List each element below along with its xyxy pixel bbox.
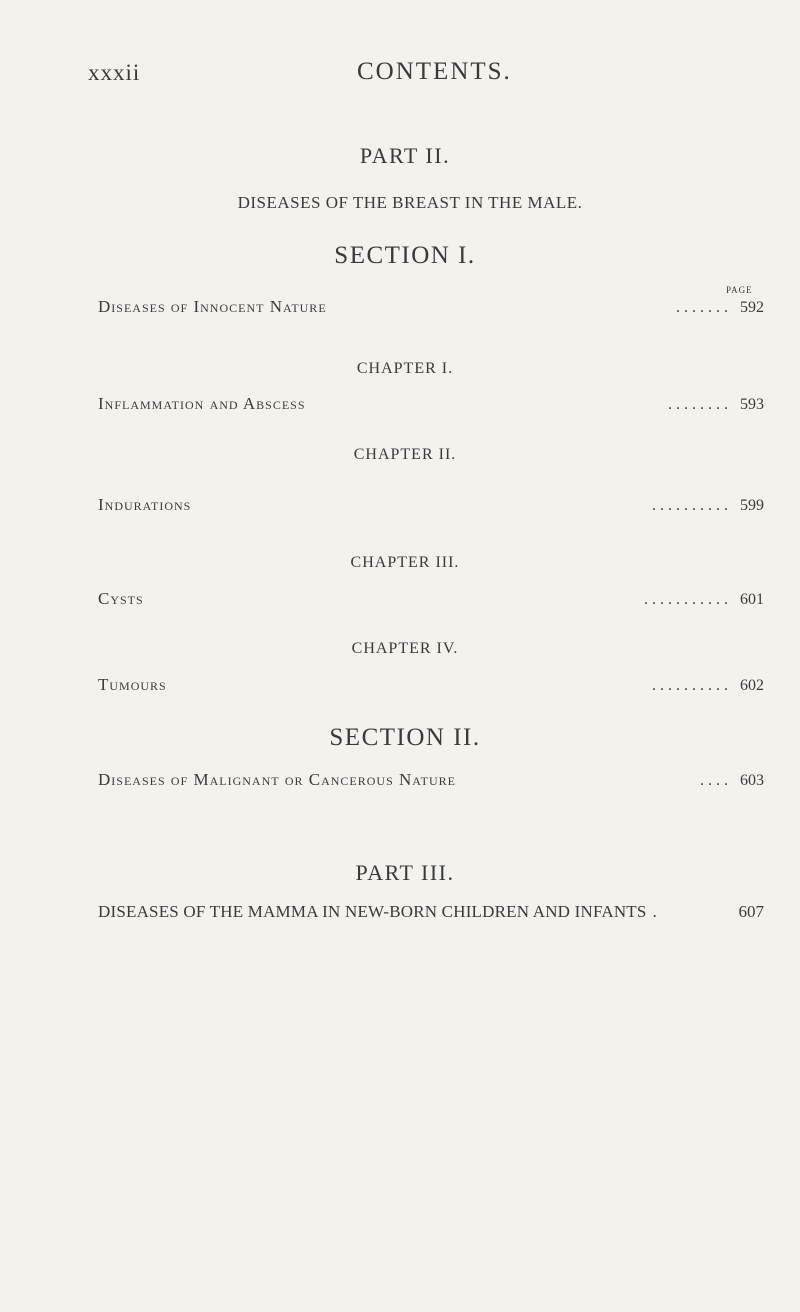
toc-entry-title: Cysts: [98, 589, 144, 608]
toc-entry-cysts[interactable]: [98, 589, 764, 613]
chapter-three-heading: CHAPTER III.: [350, 554, 460, 571]
part-two-subtitle: DISEASES OF THE BREAST IN THE MALE.: [237, 193, 583, 212]
toc-entry-newborn[interactable]: [98, 902, 764, 922]
part-two-title: PART II.: [359, 143, 451, 168]
toc-entry-title: Indurations: [98, 495, 192, 514]
part-three-title: PART III.: [355, 860, 455, 885]
chapter-two-heading: CHAPTER II.: [353, 446, 457, 463]
toc-entry-page: 603: [740, 772, 764, 789]
toc-entry-page: 601: [740, 591, 764, 608]
page-column-label: PAGE: [726, 285, 753, 295]
chapter-one-heading: CHAPTER I.: [356, 360, 454, 377]
toc-entry-title: Tumours: [98, 675, 167, 694]
dot-leader: . . . . . . . . . . .: [644, 591, 728, 608]
toc-entry-title: DISEASES OF THE MAMMA IN NEW-BORN CHILDREN AND INFANTS: [98, 902, 647, 921]
toc-entry-page: 593: [740, 396, 764, 413]
toc-entry-indurations[interactable]: [98, 495, 764, 519]
toc-entry-page: 607: [738, 902, 764, 921]
toc-entry-page: 592: [740, 299, 764, 316]
running-title: CONTENTS.: [357, 58, 512, 85]
toc-entry-page: 602: [740, 677, 764, 694]
dot-leader: . . . . . . . . . .: [652, 497, 728, 514]
page-number: xxxii: [88, 60, 141, 85]
section-one-title: SECTION I.: [334, 242, 476, 269]
toc-entry-title: Diseases of Malignant or Cancerous Nature: [98, 770, 456, 789]
dot-leader: .: [652, 902, 657, 921]
toc-entry-inflammation[interactable]: [98, 394, 764, 418]
dot-leader: . . . .: [700, 772, 728, 789]
dot-leader: . . . . . . . . . .: [652, 677, 728, 694]
dot-leader: . . . . . . .: [676, 299, 728, 316]
toc-entry-title: Inflammation and Abscess: [98, 394, 306, 413]
toc-entry-tumours[interactable]: [98, 675, 764, 699]
chapter-four-heading: CHAPTER IV.: [351, 640, 459, 657]
toc-entry-title: Diseases of Innocent Nature: [98, 297, 327, 316]
section-two-title: SECTION II.: [329, 724, 481, 751]
toc-entry-innocent[interactable]: [98, 297, 764, 321]
dot-leader: . . . . . . . .: [668, 396, 728, 413]
toc-entry-malignant[interactable]: [98, 770, 764, 794]
toc-entry-page: 599: [740, 497, 764, 514]
